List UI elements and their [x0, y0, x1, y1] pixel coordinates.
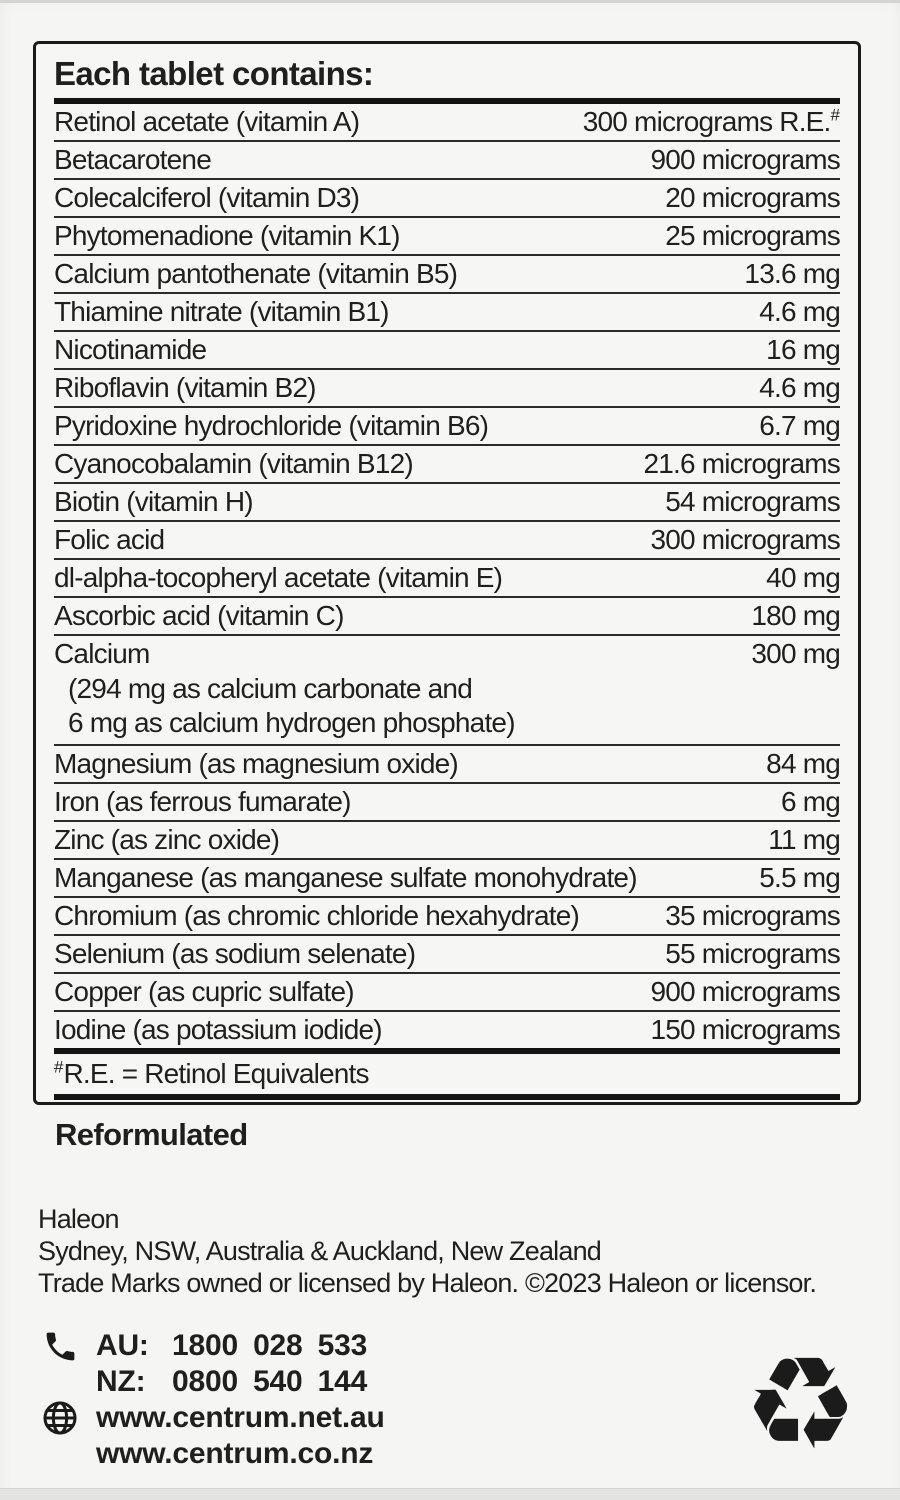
table-row: [54, 822, 840, 860]
phone-label-au: AU:: [96, 1329, 149, 1362]
table-row: [54, 294, 840, 332]
table-row: [54, 408, 840, 446]
ingredient-name: Calcium: [54, 638, 150, 669]
phone-number-nz: 0800 540 144: [172, 1365, 368, 1398]
company-block: [38, 1203, 816, 1299]
table-row: [54, 142, 840, 180]
ingredient-name: Magnesium (as magnesium oxide): [54, 748, 458, 779]
ingredient-name: Nicotinamide: [54, 334, 207, 365]
phone-number-au: 1800 028 533: [172, 1329, 368, 1362]
reformulated-label: Reformulated: [55, 1117, 248, 1152]
table-row: [54, 332, 840, 370]
ingredient-amount: 13.6 mg: [744, 258, 840, 289]
ingredient-amount: 300 mg: [751, 638, 840, 669]
table-row: [54, 484, 840, 522]
trademark-notice: Trade Marks owned or licensed by Haleon. ©2023 Haleon or licensor.: [38, 1268, 817, 1298]
ingredient-name: Iron (as ferrous fumarate): [54, 786, 351, 817]
ingredient-amount: 900 micrograms: [650, 976, 840, 1007]
table-row: [54, 636, 840, 746]
ingredient-amount: 6 mg: [780, 786, 840, 817]
ingredients-rows: [54, 104, 840, 1048]
package-bottom-edge: [0, 1488, 900, 1500]
table-row: [54, 446, 840, 484]
table-row: [54, 560, 840, 598]
table-row: [54, 860, 840, 898]
company-address: Sydney, NSW, Australia & Auckland, New Zealand: [38, 1236, 602, 1266]
ingredient-amount: 55 micrograms: [665, 938, 840, 969]
footnote-bottom-rule: [54, 1094, 840, 1100]
website-nz: www.centrum.co.nz: [96, 1437, 374, 1470]
table-row: [54, 746, 840, 784]
ingredient-name: Pyridoxine hydrochloride (vitamin B6): [54, 410, 489, 441]
ingredient-name: Ascorbic acid (vitamin C): [54, 600, 344, 631]
ingredient-name: Folic acid: [54, 524, 165, 555]
ingredient-amount: 180 mg: [751, 600, 840, 631]
table-row: [54, 1012, 840, 1048]
table-row: [54, 104, 840, 142]
phone-line-nz: [96, 1364, 385, 1400]
table-row: [54, 370, 840, 408]
ingredient-name: Betacarotene: [54, 144, 211, 175]
ingredient-name: Selenium (as sodium selenate): [54, 938, 416, 969]
table-row: [54, 522, 840, 560]
ingredient-amount: 150 micrograms: [650, 1014, 840, 1045]
table-row: [54, 256, 840, 294]
ingredient-name: Phytomenadione (vitamin K1): [54, 220, 400, 251]
ingredients-panel: [33, 41, 861, 1105]
phone-label-nz: NZ:: [96, 1365, 146, 1398]
ingredient-amount: 4.6 mg: [759, 372, 840, 403]
ingredient-note-line: 6 mg as calcium hydrogen phosphate): [68, 707, 515, 738]
table-row: [54, 936, 840, 974]
footnote-text: R.E. = Retinol Equivalents: [63, 1058, 369, 1089]
ingredient-name: Zinc (as zinc oxide): [54, 824, 280, 855]
ingredient-amount: 16 mg: [766, 334, 840, 365]
ingredient-amount: 20 micrograms: [665, 182, 840, 213]
ingredient-name: Colecalciferol (vitamin D3): [54, 182, 360, 213]
table-row: [54, 898, 840, 936]
ingredient-amount: 21.6 micrograms: [643, 448, 840, 479]
panel-title: Each tablet contains:: [54, 55, 374, 92]
ingredient-amount: 900 micrograms: [650, 144, 840, 175]
company-name: Haleon: [38, 1204, 119, 1234]
ingredient-amount: 40 mg: [766, 562, 840, 593]
ingredient-amount: 300 micrograms: [650, 524, 840, 555]
table-row: [54, 180, 840, 218]
table-row: [54, 784, 840, 822]
ingredient-amount: 11 mg: [768, 824, 840, 855]
ingredient-name: Cyanocobalamin (vitamin B12): [54, 448, 413, 479]
footnote: [54, 1054, 840, 1094]
ingredient-name: Thiamine nitrate (vitamin B1): [54, 296, 389, 327]
table-row: [54, 598, 840, 636]
ingredient-amount: 5.5 mg: [759, 862, 840, 893]
contact-block: [42, 1328, 385, 1472]
ingredient-name: dl-alpha-tocopheryl acetate (vitamin E): [54, 562, 503, 593]
ingredient-amount: 300 micrograms R.E.#: [582, 105, 840, 137]
table-row: [54, 974, 840, 1012]
ingredient-amount: 84 mg: [766, 748, 840, 779]
ingredient-name: Iodine (as potassium iodide): [54, 1014, 382, 1045]
ingredient-name: Retinol acetate (vitamin A): [54, 106, 360, 137]
phone-line-au: [96, 1328, 385, 1364]
phone-handset-icon: [42, 1328, 96, 1365]
ingredient-amount: 35 micrograms: [665, 900, 840, 931]
ingredient-amount: 6.7 mg: [759, 410, 840, 441]
ingredient-amount: 54 micrograms: [665, 486, 840, 517]
ingredient-note-line: (294 mg as calcium carbonate and: [68, 673, 472, 704]
ingredient-amount: 25 micrograms: [665, 220, 840, 251]
ingredient-name: Manganese (as manganese sulfate monohydrate): [54, 862, 637, 893]
ingredient-name: Calcium pantothenate (vitamin B5): [54, 258, 458, 289]
ingredient-name: Chromium (as chromic chloride hexahydrate): [54, 900, 580, 931]
globe-icon: [42, 1400, 96, 1436]
amount-superscript: #: [830, 105, 840, 125]
footnote-symbol: #: [54, 1057, 64, 1077]
table-row: [54, 218, 840, 256]
ingredient-name: Copper (as cupric sulfate): [54, 976, 354, 1007]
recycling-symbol-icon: ♻: [743, 1330, 858, 1479]
ingredient-amount: 4.6 mg: [759, 296, 840, 327]
ingredient-name: Riboflavin (vitamin B2): [54, 372, 316, 403]
package-top-edge: [0, 0, 900, 3]
website-au: www.centrum.net.au: [96, 1401, 385, 1434]
ingredient-name: Biotin (vitamin H): [54, 486, 253, 517]
